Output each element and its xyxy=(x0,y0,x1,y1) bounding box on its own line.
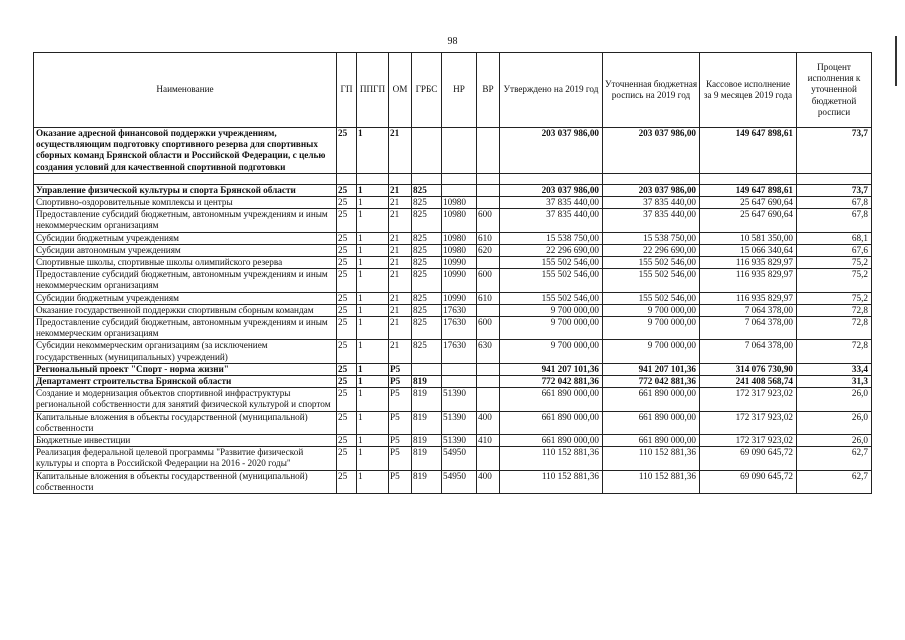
column-header-nr: НР xyxy=(442,53,477,128)
spacer-cell xyxy=(442,173,477,184)
cell-grbs: 825 xyxy=(412,257,442,269)
cell-name: Создание и модернизация объектов спортивной инфраструктуры региональной собственности для занятий физической культурой и спортом xyxy=(34,388,337,411)
table-row xyxy=(34,244,872,256)
cell-refined: 203 037 986,00 xyxy=(603,184,700,196)
cell-vr: 610 xyxy=(477,232,500,244)
cell-nr xyxy=(442,128,477,174)
cell-percent: 31,3 xyxy=(797,376,872,388)
cell-cash: 172 317 923,02 xyxy=(700,411,797,434)
cell-name: Бюджетные инвестиции xyxy=(34,435,337,447)
scan-edge-mark xyxy=(895,36,897,86)
cell-gp: 25 xyxy=(337,232,357,244)
cell-name: Реализация федеральной целевой программы "Развитие физической культуры и спорта в Российской Федерации на 2016 - 2020 годы" xyxy=(34,447,337,470)
cell-gp: 25 xyxy=(337,304,357,316)
cell-vr: 600 xyxy=(477,269,500,292)
cell-vr xyxy=(477,363,500,375)
cell-cash: 7 064 378,00 xyxy=(700,340,797,363)
cell-cash: 25 647 690,64 xyxy=(700,197,797,209)
cell-grbs: 819 xyxy=(412,435,442,447)
cell-gp: 25 xyxy=(337,388,357,411)
cell-om: 21 xyxy=(389,197,412,209)
cell-ppgp: 1 xyxy=(357,447,389,470)
cell-cash: 116 935 829,97 xyxy=(700,269,797,292)
cell-ppgp: 1 xyxy=(357,363,389,375)
cell-percent: 26,0 xyxy=(797,435,872,447)
cell-grbs: 825 xyxy=(412,269,442,292)
cell-vr xyxy=(477,197,500,209)
cell-name: Региональный проект "Спорт - норма жизни" xyxy=(34,363,337,375)
cell-refined: 772 042 881,36 xyxy=(603,376,700,388)
cell-approved: 661 890 000,00 xyxy=(500,411,603,434)
cell-gp: 25 xyxy=(337,257,357,269)
cell-gp: 25 xyxy=(337,244,357,256)
table-row xyxy=(34,470,872,493)
cell-cash: 25 647 690,64 xyxy=(700,209,797,232)
cell-nr: 10980 xyxy=(442,209,477,232)
cell-cash: 69 090 645,72 xyxy=(700,447,797,470)
cell-percent: 73,7 xyxy=(797,128,872,174)
cell-nr xyxy=(442,363,477,375)
spacer-cell xyxy=(357,173,389,184)
cell-grbs xyxy=(412,128,442,174)
cell-refined: 155 502 546,00 xyxy=(603,269,700,292)
cell-ppgp: 1 xyxy=(357,257,389,269)
cell-approved: 941 207 101,36 xyxy=(500,363,603,375)
spacer-cell xyxy=(34,173,337,184)
cell-om: P5 xyxy=(389,376,412,388)
cell-ppgp: 1 xyxy=(357,128,389,174)
cell-cash: 241 408 568,74 xyxy=(700,376,797,388)
cell-vr xyxy=(477,128,500,174)
cell-om: 21 xyxy=(389,257,412,269)
cell-name: Оказание государственной поддержки спортивным сборным командам xyxy=(34,304,337,316)
cell-approved: 37 835 440,00 xyxy=(500,209,603,232)
cell-refined: 15 538 750,00 xyxy=(603,232,700,244)
cell-percent: 72,8 xyxy=(797,317,872,340)
table-row xyxy=(34,257,872,269)
cell-grbs: 825 xyxy=(412,184,442,196)
page-number: 98 xyxy=(447,36,458,47)
cell-name: Предоставление субсидий бюджетным, автономным учреждениям и иным некоммерческим организациям xyxy=(34,269,337,292)
cell-vr xyxy=(477,376,500,388)
cell-vr xyxy=(477,388,500,411)
cell-refined: 37 835 440,00 xyxy=(603,197,700,209)
cell-approved: 203 037 986,00 xyxy=(500,128,603,174)
cell-name: Предоставление субсидий бюджетным, автономным учреждениям и иным некоммерческим организациям xyxy=(34,209,337,232)
cell-refined: 110 152 881,36 xyxy=(603,447,700,470)
cell-name: Субсидии автономным учреждениям xyxy=(34,244,337,256)
cell-approved: 9 700 000,00 xyxy=(500,317,603,340)
cell-nr: 10980 xyxy=(442,232,477,244)
cell-grbs: 825 xyxy=(412,244,442,256)
cell-grbs: 819 xyxy=(412,388,442,411)
cell-om: P5 xyxy=(389,435,412,447)
cell-refined: 661 890 000,00 xyxy=(603,435,700,447)
table-row xyxy=(34,376,872,388)
cell-ppgp: 1 xyxy=(357,292,389,304)
cell-percent: 26,0 xyxy=(797,388,872,411)
table-row xyxy=(34,340,872,363)
spacer-cell xyxy=(603,173,700,184)
table-row xyxy=(34,317,872,340)
cell-vr: 410 xyxy=(477,435,500,447)
cell-vr xyxy=(477,184,500,196)
table-row xyxy=(34,292,872,304)
cell-approved: 772 042 881,36 xyxy=(500,376,603,388)
cell-refined: 37 835 440,00 xyxy=(603,209,700,232)
cell-refined: 661 890 000,00 xyxy=(603,411,700,434)
cell-nr xyxy=(442,376,477,388)
cell-vr: 600 xyxy=(477,317,500,340)
cell-refined: 203 037 986,00 xyxy=(603,128,700,174)
cell-vr: 400 xyxy=(477,411,500,434)
column-header-grbs: ГРБС xyxy=(412,53,442,128)
cell-om: P5 xyxy=(389,363,412,375)
cell-vr: 630 xyxy=(477,340,500,363)
cell-name: Департамент строительства Брянской области xyxy=(34,376,337,388)
cell-approved: 9 700 000,00 xyxy=(500,304,603,316)
cell-approved: 110 152 881,36 xyxy=(500,447,603,470)
cell-nr: 10990 xyxy=(442,269,477,292)
table-row xyxy=(34,363,872,375)
cell-refined: 9 700 000,00 xyxy=(603,317,700,340)
cell-name: Управление физической культуры и спорта Брянской области xyxy=(34,184,337,196)
cell-ppgp: 1 xyxy=(357,340,389,363)
cell-nr: 10990 xyxy=(442,292,477,304)
cell-om: 21 xyxy=(389,244,412,256)
spacer-cell xyxy=(700,173,797,184)
cell-om: 21 xyxy=(389,232,412,244)
cell-cash: 10 581 350,00 xyxy=(700,232,797,244)
column-header-name: Наименование xyxy=(34,53,337,128)
cell-cash: 172 317 923,02 xyxy=(700,388,797,411)
cell-ppgp: 1 xyxy=(357,269,389,292)
cell-refined: 110 152 881,36 xyxy=(603,470,700,493)
cell-refined: 9 700 000,00 xyxy=(603,340,700,363)
cell-percent: 33,4 xyxy=(797,363,872,375)
cell-approved: 155 502 546,00 xyxy=(500,292,603,304)
cell-grbs: 819 xyxy=(412,447,442,470)
cell-grbs: 825 xyxy=(412,304,442,316)
cell-gp: 25 xyxy=(337,269,357,292)
cell-percent: 75,2 xyxy=(797,257,872,269)
cell-gp: 25 xyxy=(337,411,357,434)
cell-gp: 25 xyxy=(337,128,357,174)
table-body xyxy=(34,128,872,494)
cell-percent: 62,7 xyxy=(797,447,872,470)
cell-name: Спортивные школы, спортивные школы олимпийского резерва xyxy=(34,257,337,269)
cell-ppgp: 1 xyxy=(357,304,389,316)
cell-refined: 155 502 546,00 xyxy=(603,292,700,304)
cell-percent: 72,8 xyxy=(797,304,872,316)
cell-om: 21 xyxy=(389,340,412,363)
cell-gp: 25 xyxy=(337,340,357,363)
column-header-percent: Процент исполнения к уточненной бюджетной росписи xyxy=(797,53,872,128)
cell-grbs: 825 xyxy=(412,292,442,304)
cell-om: 21 xyxy=(389,317,412,340)
cell-percent: 68,1 xyxy=(797,232,872,244)
column-header-cash: Кассовое исполнение за 9 месяцев 2019 года xyxy=(700,53,797,128)
cell-grbs: 819 xyxy=(412,376,442,388)
cell-om: P5 xyxy=(389,388,412,411)
cell-ppgp: 1 xyxy=(357,209,389,232)
spacer-cell xyxy=(337,173,357,184)
cell-name: Субсидии некоммерческим организациям (за исключением государственных (муниципальных) учреждений) xyxy=(34,340,337,363)
cell-approved: 110 152 881,36 xyxy=(500,470,603,493)
cell-vr: 400 xyxy=(477,470,500,493)
cell-percent: 67,6 xyxy=(797,244,872,256)
cell-grbs: 825 xyxy=(412,340,442,363)
spacer-cell xyxy=(412,173,442,184)
cell-om: 21 xyxy=(389,128,412,174)
cell-gp: 25 xyxy=(337,209,357,232)
cell-nr: 51390 xyxy=(442,411,477,434)
column-header-approved: Утверждено на 2019 год xyxy=(500,53,603,128)
table-row xyxy=(34,232,872,244)
table-row xyxy=(34,435,872,447)
cell-ppgp: 1 xyxy=(357,388,389,411)
cell-nr: 17630 xyxy=(442,340,477,363)
cell-nr: 10980 xyxy=(442,244,477,256)
table-row xyxy=(34,184,872,196)
table-header-row xyxy=(34,53,872,128)
cell-vr: 620 xyxy=(477,244,500,256)
cell-ppgp: 1 xyxy=(357,411,389,434)
cell-ppgp: 1 xyxy=(357,376,389,388)
cell-approved: 155 502 546,00 xyxy=(500,269,603,292)
cell-vr xyxy=(477,447,500,470)
cell-name: Капитальные вложения в объекты государственной (муниципальной) собственности xyxy=(34,470,337,493)
cell-cash: 69 090 645,72 xyxy=(700,470,797,493)
cell-percent: 75,2 xyxy=(797,292,872,304)
cell-nr xyxy=(442,184,477,196)
cell-approved: 37 835 440,00 xyxy=(500,197,603,209)
column-header-om: ОМ xyxy=(389,53,412,128)
cell-ppgp: 1 xyxy=(357,435,389,447)
cell-grbs: 819 xyxy=(412,470,442,493)
table-row xyxy=(34,447,872,470)
cell-approved: 9 700 000,00 xyxy=(500,340,603,363)
cell-percent: 73,7 xyxy=(797,184,872,196)
cell-om: P5 xyxy=(389,411,412,434)
cell-nr: 17630 xyxy=(442,304,477,316)
table-spacer-row xyxy=(34,173,872,184)
cell-om: P5 xyxy=(389,470,412,493)
cell-grbs: 825 xyxy=(412,209,442,232)
cell-percent: 75,2 xyxy=(797,269,872,292)
cell-approved: 661 890 000,00 xyxy=(500,435,603,447)
cell-name: Спортивно-оздоровительные комплексы и центры xyxy=(34,197,337,209)
cell-gp: 25 xyxy=(337,376,357,388)
cell-refined: 155 502 546,00 xyxy=(603,257,700,269)
cell-cash: 149 647 898,61 xyxy=(700,184,797,196)
cell-name: Предоставление субсидий бюджетным, автономным учреждениям и иным некоммерческим организациям xyxy=(34,317,337,340)
spacer-cell xyxy=(500,173,603,184)
cell-refined: 22 296 690,00 xyxy=(603,244,700,256)
cell-gp: 25 xyxy=(337,435,357,447)
cell-name: Капитальные вложения в объекты государственной (муниципальной) собственности xyxy=(34,411,337,434)
cell-nr: 10980 xyxy=(442,197,477,209)
cell-gp: 25 xyxy=(337,197,357,209)
cell-refined: 941 207 101,36 xyxy=(603,363,700,375)
cell-name: Субсидии бюджетным учреждениям xyxy=(34,232,337,244)
cell-approved: 661 890 000,00 xyxy=(500,388,603,411)
cell-percent: 72,8 xyxy=(797,340,872,363)
cell-vr xyxy=(477,304,500,316)
column-header-ppgp: ППГП xyxy=(357,53,389,128)
cell-om: 21 xyxy=(389,184,412,196)
cell-ppgp: 1 xyxy=(357,317,389,340)
table-row xyxy=(34,269,872,292)
cell-vr xyxy=(477,257,500,269)
cell-approved: 22 296 690,00 xyxy=(500,244,603,256)
table-row xyxy=(34,388,872,411)
cell-ppgp: 1 xyxy=(357,232,389,244)
cell-nr: 54950 xyxy=(442,447,477,470)
table-row xyxy=(34,209,872,232)
column-header-gp: ГП xyxy=(337,53,357,128)
cell-cash: 149 647 898,61 xyxy=(700,128,797,174)
spacer-cell xyxy=(797,173,872,184)
cell-grbs xyxy=(412,363,442,375)
cell-percent: 26,0 xyxy=(797,411,872,434)
table-row xyxy=(34,197,872,209)
cell-cash: 172 317 923,02 xyxy=(700,435,797,447)
cell-cash: 15 066 340,64 xyxy=(700,244,797,256)
cell-nr: 51390 xyxy=(442,435,477,447)
cell-percent: 67,8 xyxy=(797,197,872,209)
cell-name: Оказание адресной финансовой поддержки учреждениям, осуществляющим подготовку спортивного резерва для спортивных сборных команд Брянской области и Российской Федерации, с целью создания условий для качественной спортивной подготовки xyxy=(34,128,337,174)
cell-nr: 54950 xyxy=(442,470,477,493)
cell-gp: 25 xyxy=(337,292,357,304)
table-row xyxy=(34,411,872,434)
cell-cash: 7 064 378,00 xyxy=(700,304,797,316)
cell-gp: 25 xyxy=(337,184,357,196)
cell-om: 21 xyxy=(389,209,412,232)
cell-approved: 15 538 750,00 xyxy=(500,232,603,244)
cell-grbs: 825 xyxy=(412,197,442,209)
cell-cash: 116 935 829,97 xyxy=(700,292,797,304)
cell-nr: 51390 xyxy=(442,388,477,411)
cell-nr: 17630 xyxy=(442,317,477,340)
spacer-cell xyxy=(389,173,412,184)
cell-approved: 155 502 546,00 xyxy=(500,257,603,269)
cell-refined: 9 700 000,00 xyxy=(603,304,700,316)
cell-cash: 116 935 829,97 xyxy=(700,257,797,269)
spacer-cell xyxy=(477,173,500,184)
cell-grbs: 825 xyxy=(412,317,442,340)
cell-om: 21 xyxy=(389,269,412,292)
cell-ppgp: 1 xyxy=(357,470,389,493)
table-row xyxy=(34,128,872,174)
cell-gp: 25 xyxy=(337,447,357,470)
cell-gp: 25 xyxy=(337,317,357,340)
cell-approved: 203 037 986,00 xyxy=(500,184,603,196)
cell-ppgp: 1 xyxy=(357,244,389,256)
cell-cash: 7 064 378,00 xyxy=(700,317,797,340)
cell-name: Субсидии бюджетным учреждениям xyxy=(34,292,337,304)
table-row xyxy=(34,304,872,316)
cell-cash: 314 076 730,90 xyxy=(700,363,797,375)
cell-om: 21 xyxy=(389,304,412,316)
cell-nr: 10990 xyxy=(442,257,477,269)
cell-gp: 25 xyxy=(337,470,357,493)
column-header-vr: ВР xyxy=(477,53,500,128)
cell-grbs: 819 xyxy=(412,411,442,434)
cell-grbs: 825 xyxy=(412,232,442,244)
cell-vr: 600 xyxy=(477,209,500,232)
budget-execution-table xyxy=(33,52,872,494)
cell-om: P5 xyxy=(389,447,412,470)
column-header-refined: Уточненная бюджетная роспись на 2019 год xyxy=(603,53,700,128)
cell-om: 21 xyxy=(389,292,412,304)
cell-ppgp: 1 xyxy=(357,197,389,209)
cell-ppgp: 1 xyxy=(357,184,389,196)
cell-vr: 610 xyxy=(477,292,500,304)
cell-percent: 62,7 xyxy=(797,470,872,493)
cell-percent: 67,8 xyxy=(797,209,872,232)
cell-refined: 661 890 000,00 xyxy=(603,388,700,411)
cell-gp: 25 xyxy=(337,363,357,375)
